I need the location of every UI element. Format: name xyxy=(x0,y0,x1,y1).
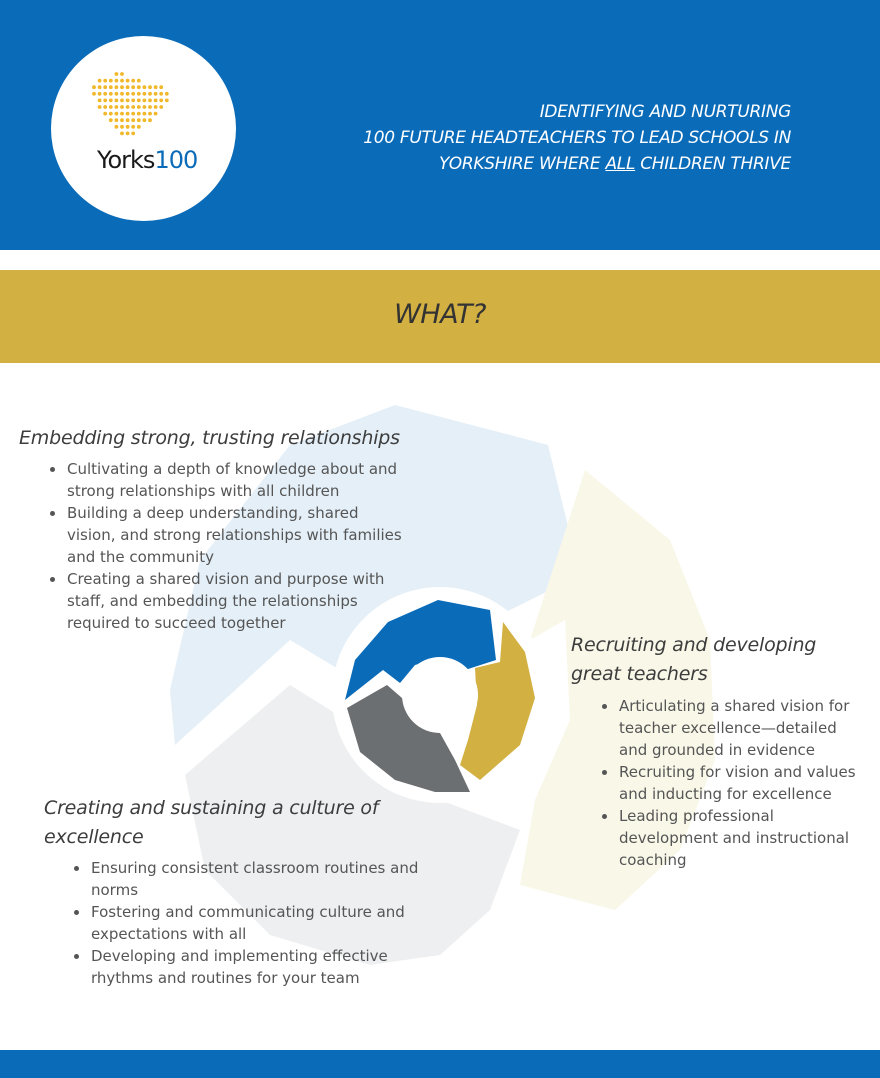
tagline-underlined-word: ALL xyxy=(605,154,636,174)
list-item: • Fostering and communicating culture and expectations with all xyxy=(90,901,435,945)
list-relationships xyxy=(44,458,411,634)
list-item: • Developing and implementing effective rhythms and routines for your team xyxy=(90,945,435,989)
list-item: • Cultivating a depth of knowledge about and strong relationships with all children xyxy=(66,458,411,502)
logo-word-main: Yorks xyxy=(97,146,155,174)
center-hole xyxy=(402,657,478,733)
section-title-teachers: Recruiting and developing great teachers xyxy=(571,634,817,685)
list-item: • Leading professional development and instructional coaching xyxy=(618,805,868,871)
list-item: • Articulating a shared vision for teacher excellence—detailed and grounded in evidence xyxy=(618,695,868,761)
tagline-line-3-start: YORKSHIRE WHERE xyxy=(438,154,606,174)
list-culture xyxy=(68,857,435,989)
list-item: • Building a deep understanding, shared vision, and strong relationships with families and the community xyxy=(66,502,411,568)
tagline-line-1: IDENTIFYING AND NURTURING xyxy=(539,102,791,122)
tagline-line-3-end: CHILDREN THRIVE xyxy=(635,154,791,174)
section-title-relationships: Embedding strong, trusting relationships xyxy=(19,427,400,449)
list-item: • Ensuring consistent classroom routines and norms xyxy=(90,857,435,901)
tagline-line-2: 100 FUTURE HEADTEACHERS TO LEAD SCHOOLS IN xyxy=(363,128,791,148)
list-teachers xyxy=(596,695,868,871)
logo-word-number: 100 xyxy=(154,146,198,174)
list-item: • Creating a shared vision and purpose with staff, and embedding the relationships required to succeed together xyxy=(66,568,411,634)
list-item: • Recruiting for vision and values and inducting for excellence xyxy=(618,761,868,805)
section-title-culture: Creating and sustaining a culture of excellence xyxy=(44,797,379,848)
footer-bar xyxy=(0,1050,880,1078)
section-band-title: WHAT? xyxy=(394,299,486,330)
